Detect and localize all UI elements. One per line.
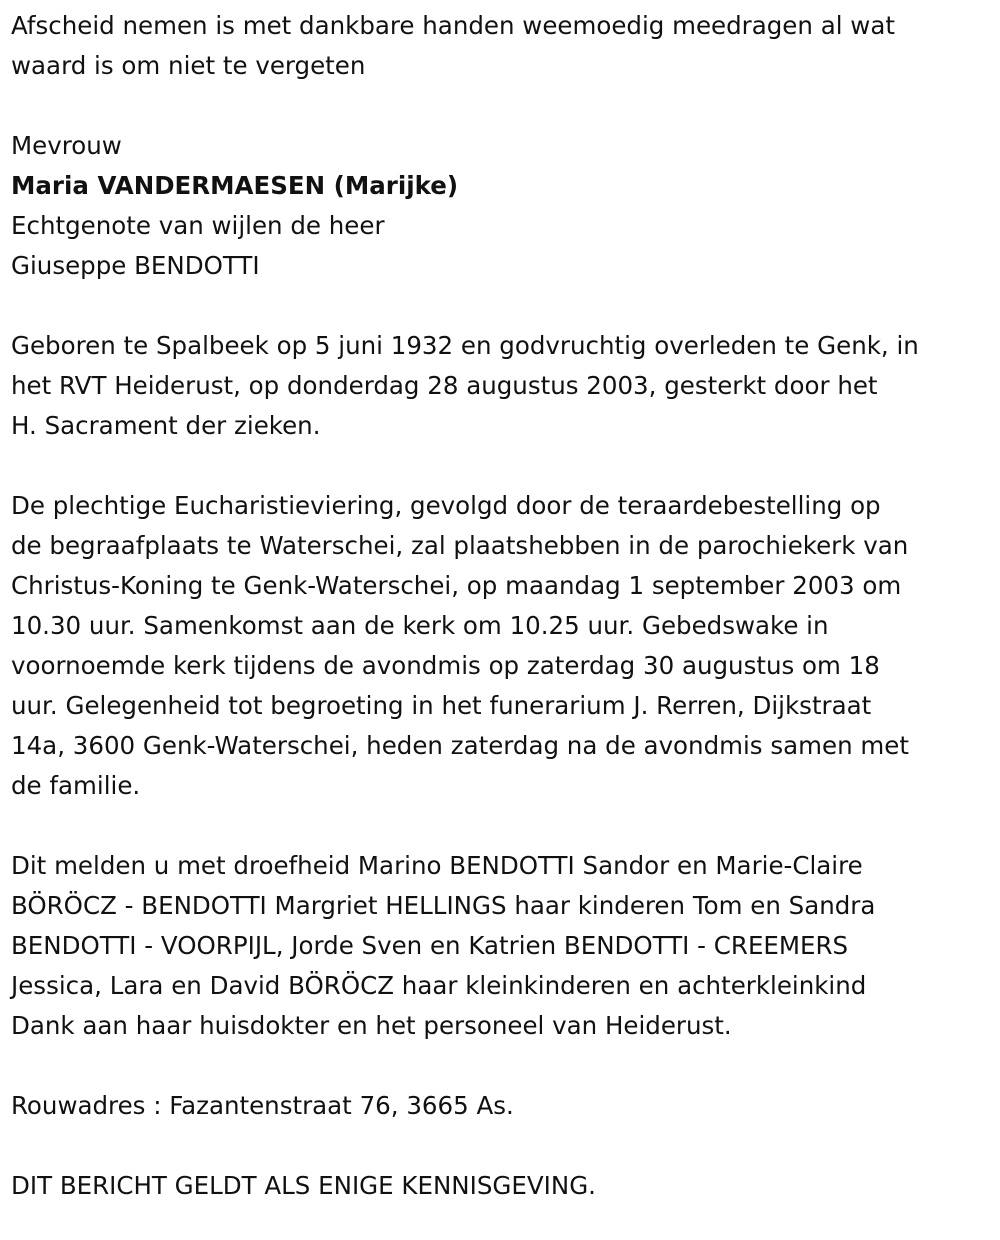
paragraph-line: H. Sacrament der zieken. — [11, 411, 321, 440]
intro-line: waard is om niet te vergeten — [11, 51, 366, 80]
paragraph-line: 14a, 3600 Genk-Waterschei, heden zaterdag na de avondmis samen met — [11, 731, 909, 760]
paragraph-line: 10.30 uur. Samenkomst aan de kerk om 10.25 uur. Gebedswake in — [11, 611, 829, 640]
paragraph-line: Christus-Koning te Genk-Waterschei, op maandag 1 september 2003 om — [11, 571, 902, 600]
salutation: Mevrouw — [11, 131, 122, 160]
spacer — [11, 286, 986, 326]
family-paragraph — [11, 846, 986, 1046]
ceremony-paragraph — [11, 486, 986, 806]
notice-line: DIT BERICHT GELDT ALS ENIGE KENNISGEVING. — [11, 1171, 596, 1200]
deceased-name: Maria VANDERMAESEN (Marijke) — [11, 171, 459, 200]
paragraph-line: BENDOTTI - VOORPIJL, Jorde Sven en Katrien BENDOTTI - CREEMERS — [11, 931, 849, 960]
paragraph-line: de familie. — [11, 771, 141, 800]
mourning-address: Rouwadres : Fazantenstraat 76, 3665 As. — [11, 1091, 514, 1120]
paragraph-line: uur. Gelegenheid tot begroeting in het funerarium J. Rerren, Dijkstraat — [11, 691, 872, 720]
paragraph-line: de begraafplaats te Waterschei, zal plaatshebben in de parochiekerk van — [11, 531, 909, 560]
intro-line: Afscheid nemen is met dankbare handen weemoedig meedragen al wat — [11, 11, 895, 40]
spacer — [11, 806, 986, 846]
paragraph-line: BÖRÖCZ - BENDOTTI Margriet HELLINGS haar kinderen Tom en Sandra — [11, 891, 876, 920]
obituary-document — [11, 6, 986, 1206]
paragraph-line: Dit melden u met droefheid Marino BENDOTTI Sandor en Marie-Claire — [11, 851, 863, 880]
paragraph-line: Dank aan haar huisdokter en het personeel van Heiderust. — [11, 1011, 732, 1040]
paragraph-line: voornoemde kerk tijdens de avondmis op zaterdag 30 augustus om 18 — [11, 651, 880, 680]
paragraph-line: De plechtige Eucharistieviering, gevolgd door de teraardebestelling op — [11, 491, 881, 520]
spacer — [11, 1046, 986, 1086]
spacer — [11, 446, 986, 486]
spacer — [11, 86, 986, 126]
spouse-name: Giuseppe BENDOTTI — [11, 251, 260, 280]
intro-quote — [11, 6, 986, 86]
paragraph-line: Geboren te Spalbeek op 5 juni 1932 en godvruchtig overleden te Genk, in — [11, 331, 919, 360]
paragraph-line: het RVT Heiderust, op donderdag 28 augustus 2003, gesterkt door het — [11, 371, 878, 400]
paragraph-line: Jessica, Lara en David BÖRÖCZ haar kleinkinderen en achterkleinkind — [11, 971, 867, 1000]
spacer — [11, 1126, 986, 1166]
spouse-line: Echtgenote van wijlen de heer — [11, 211, 385, 240]
birth-death-paragraph — [11, 326, 986, 446]
